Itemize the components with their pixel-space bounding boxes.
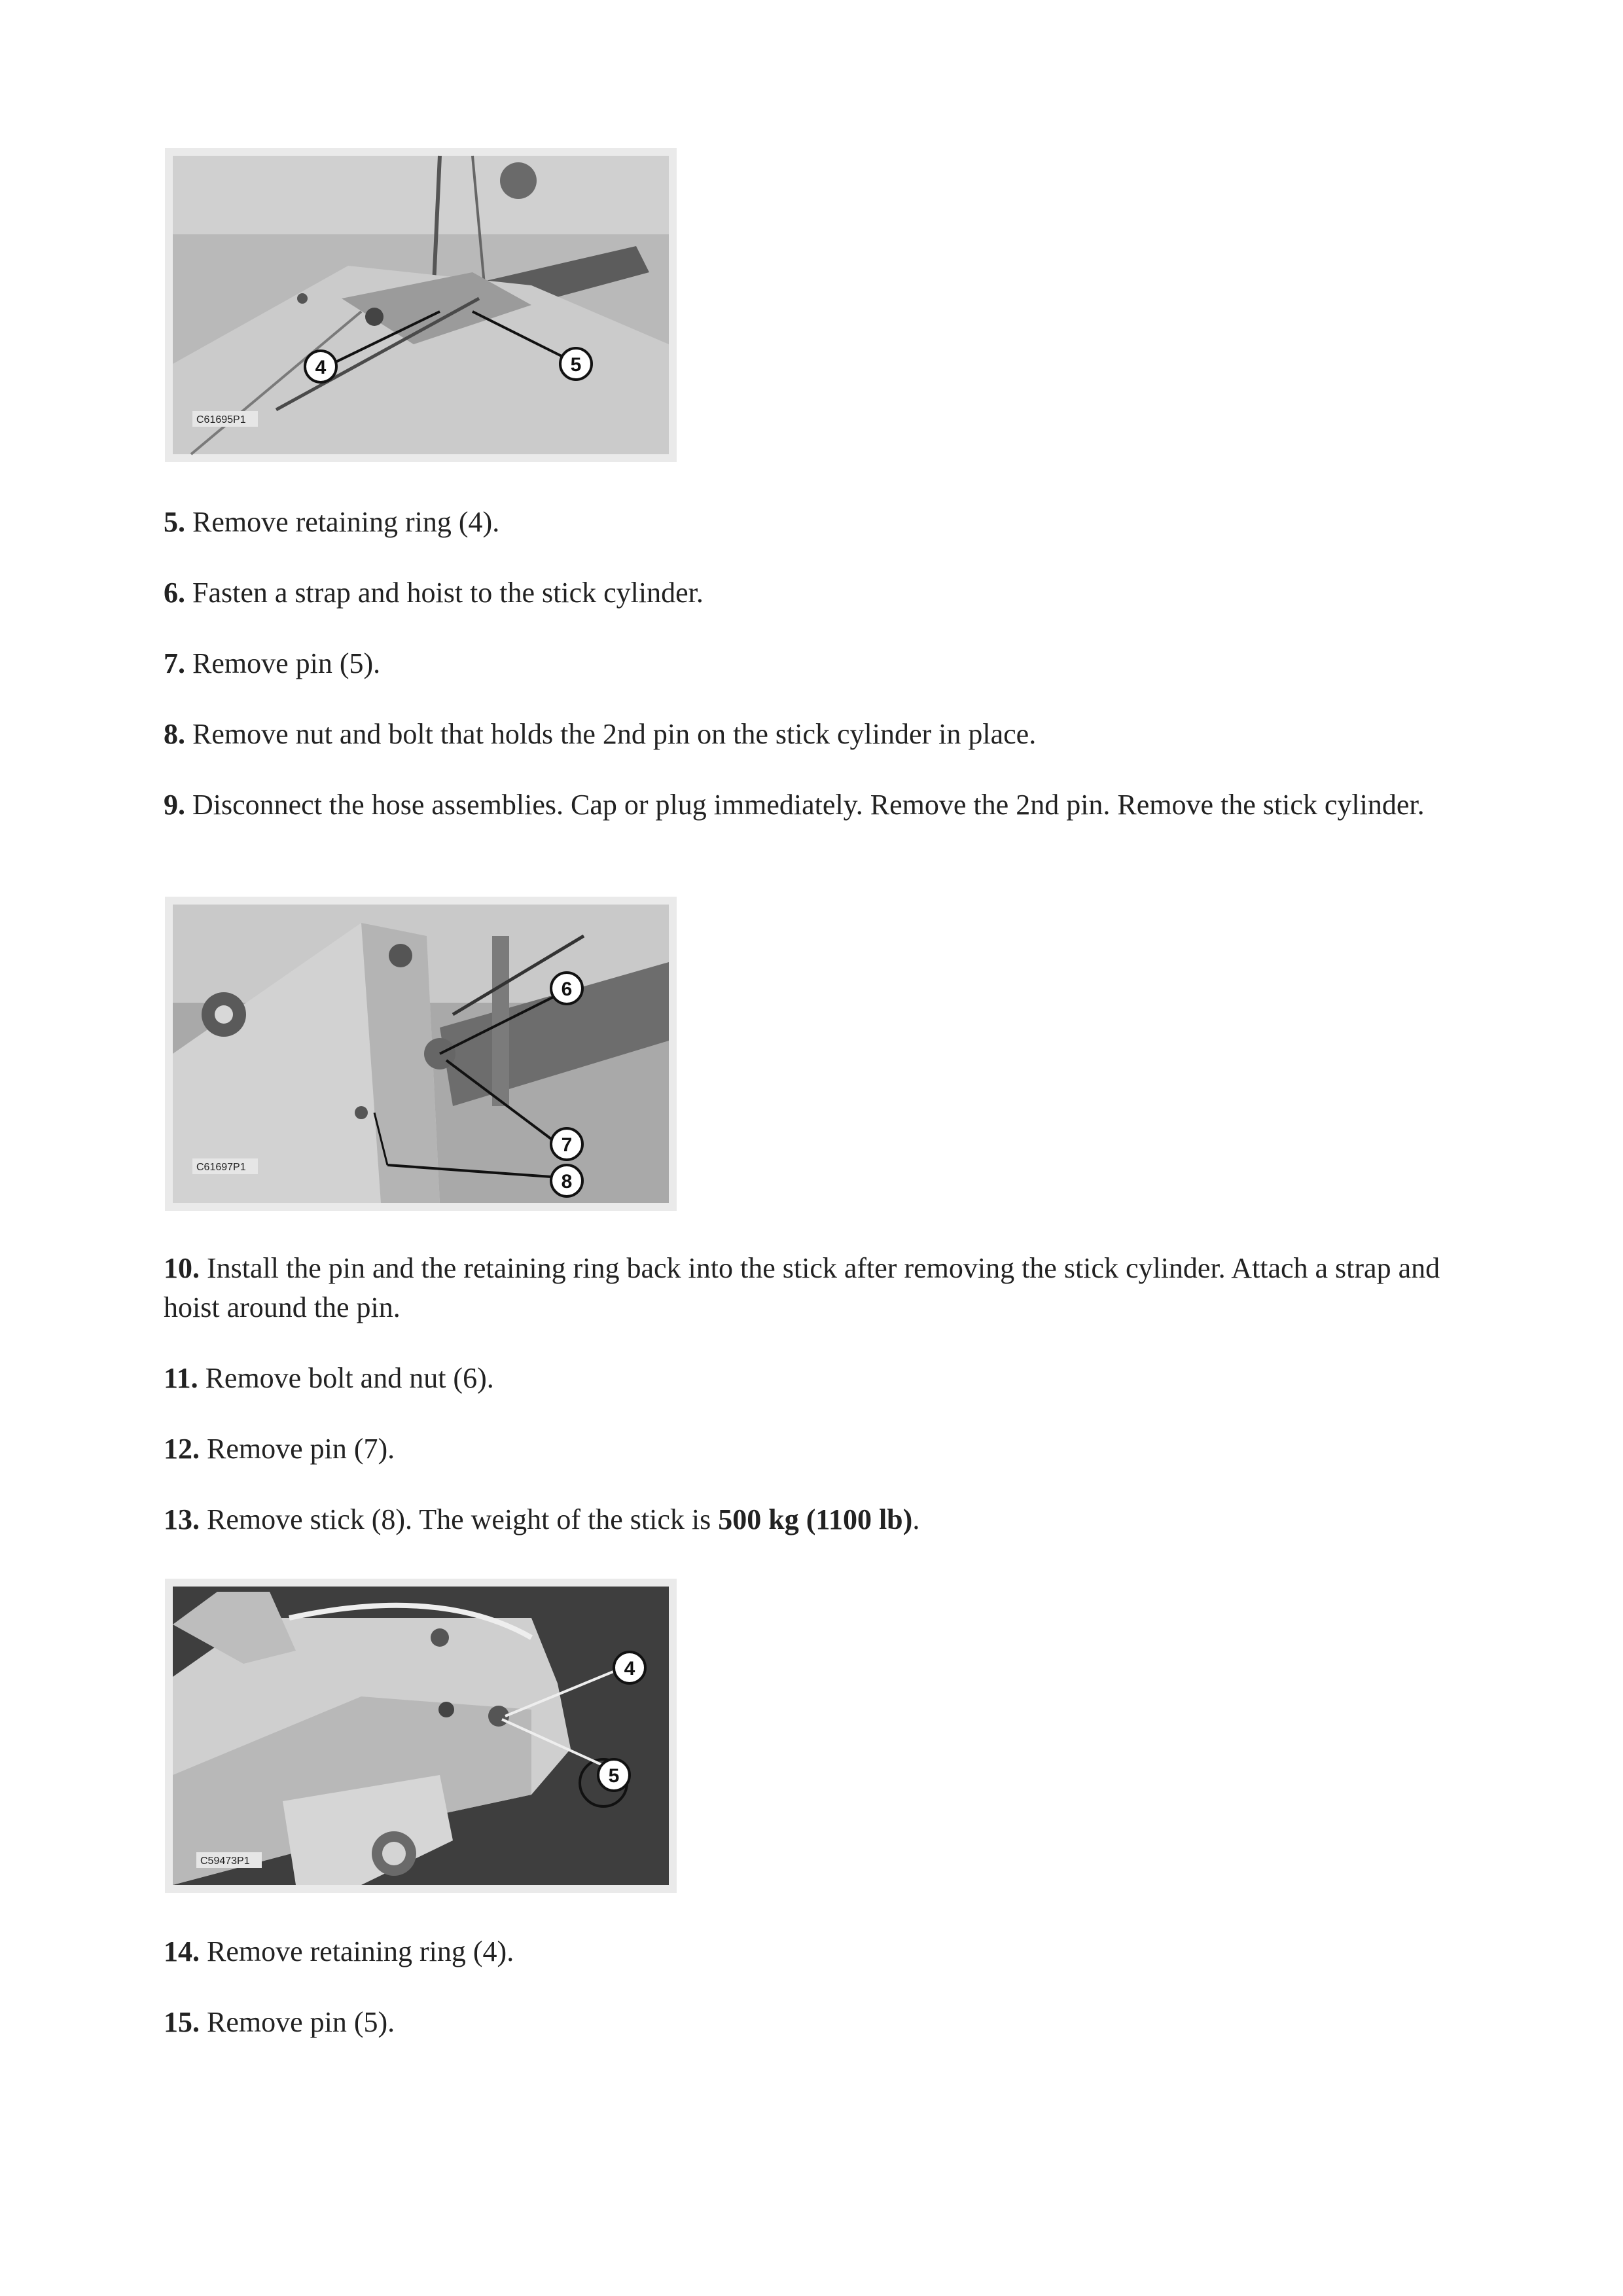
- step-number: 5.: [164, 506, 185, 538]
- step-number: 8.: [164, 718, 185, 750]
- figure-2-photo: [165, 897, 677, 1211]
- callout-5-label: 5: [570, 354, 582, 376]
- step-text: Remove nut and bolt that holds the 2nd pin on the stick cylinder in place.: [192, 718, 1037, 750]
- step-5: [164, 503, 1472, 542]
- step-15: [164, 2003, 1472, 2042]
- step-number: 13.: [164, 1503, 200, 1535]
- step-text: Remove pin (5).: [192, 647, 381, 679]
- step-number: 15.: [164, 2006, 200, 2038]
- callout-7-label: 7: [561, 1134, 573, 1156]
- figure-3-photo: [165, 1579, 677, 1893]
- step-8: [164, 715, 1472, 754]
- step-text: Remove bolt and nut (6).: [205, 1362, 494, 1394]
- callout-4-label: 4: [315, 357, 327, 378]
- step-number: 12.: [164, 1433, 200, 1465]
- step-11: [164, 1359, 1472, 1398]
- step-text: Remove stick (8). The weight of the stick is: [207, 1503, 719, 1535]
- step-text-end: .: [912, 1503, 920, 1535]
- step-number: 9.: [164, 789, 185, 821]
- step-text: Fasten a strap and hoist to the stick cylinder.: [192, 577, 704, 609]
- callout-5-label: 5: [608, 1765, 620, 1787]
- step-text: Remove retaining ring (4).: [207, 1935, 514, 1967]
- step-text: Remove retaining ring (4).: [192, 506, 500, 538]
- step-12: [164, 1429, 1472, 1469]
- step-text: Disconnect the hose assemblies. Cap or plug immediately. Remove the 2nd pin. Remove the stick cylinder.: [192, 789, 1425, 821]
- step-number: 6.: [164, 577, 185, 609]
- stick-weight: 500 kg (1100 lb): [718, 1503, 913, 1535]
- step-number: 11.: [164, 1362, 198, 1394]
- step-6: [164, 573, 1472, 613]
- callout-4-label: 4: [624, 1658, 635, 1679]
- step-number: 14.: [164, 1935, 200, 1967]
- step-text: Install the pin and the retaining ring back into the stick after removing the stick cylinder. Attach a strap and hoist around the pin.: [164, 1252, 1440, 1323]
- figure-code: C61695P1: [196, 414, 246, 425]
- step-10: [164, 1249, 1446, 1327]
- step-number: 7.: [164, 647, 185, 679]
- step-number: 10.: [164, 1252, 200, 1284]
- figure-1-photo: [165, 148, 677, 462]
- callout-8-label: 8: [561, 1171, 573, 1193]
- figure-code: C61697P1: [196, 1162, 246, 1173]
- step-13: [164, 1500, 1472, 1539]
- figure-code: C59473P1: [200, 1856, 250, 1867]
- step-9: [164, 785, 1446, 825]
- step-text: Remove pin (7).: [207, 1433, 395, 1465]
- step-7: [164, 644, 1472, 683]
- callout-6-label: 6: [561, 978, 573, 1000]
- step-text: Remove pin (5).: [207, 2006, 395, 2038]
- step-14: [164, 1932, 1472, 1971]
